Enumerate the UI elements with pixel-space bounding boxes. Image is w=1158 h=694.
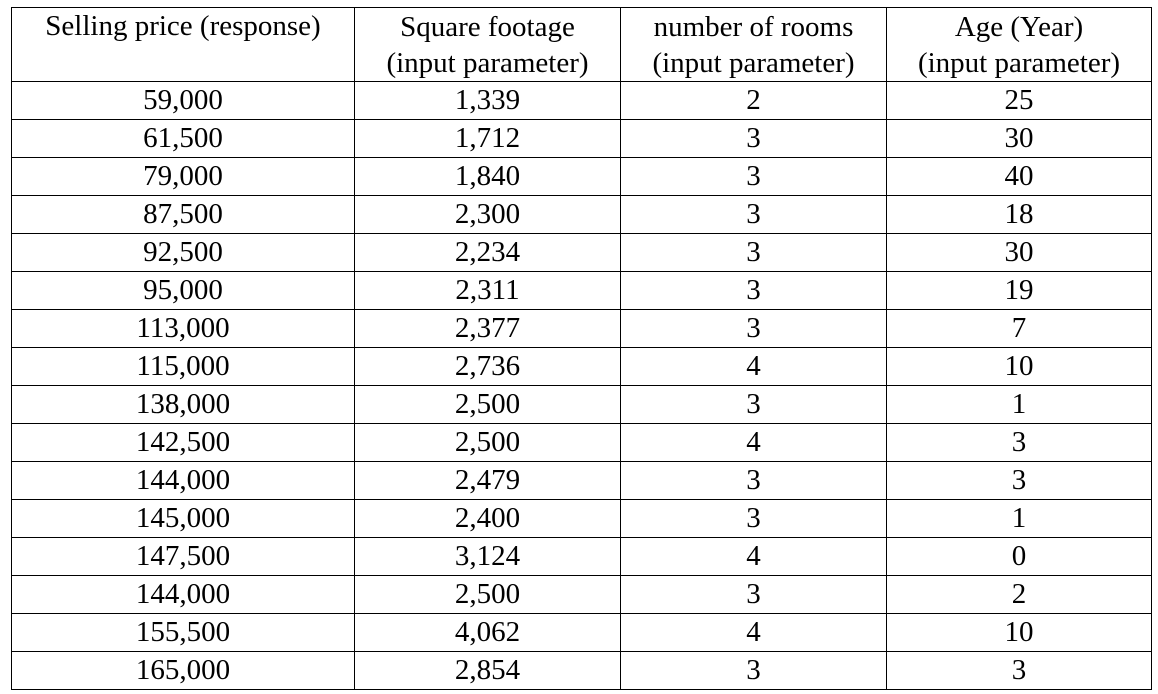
table-row xyxy=(12,82,1152,120)
cell-number-of-rooms: 3 xyxy=(621,652,887,690)
cell-number-of-rooms: 3 xyxy=(621,462,887,500)
header-age xyxy=(887,8,1152,82)
table-row xyxy=(12,310,1152,348)
header-subline: (input parameter) xyxy=(386,46,589,79)
table-row xyxy=(12,614,1152,652)
cell-square-footage: 2,377 xyxy=(355,310,621,348)
cell-square-footage: 4,062 xyxy=(355,614,621,652)
cell-square-footage: 1,712 xyxy=(355,120,621,158)
cell-age: 10 xyxy=(887,348,1152,386)
cell-selling-price: 138,000 xyxy=(12,386,355,424)
cell-square-footage: 1,339 xyxy=(355,82,621,120)
cell-number-of-rooms: 4 xyxy=(621,614,887,652)
cell-selling-price: 165,000 xyxy=(12,652,355,690)
header-subline: (input parameter) xyxy=(652,46,855,79)
cell-number-of-rooms: 3 xyxy=(621,158,887,196)
cell-number-of-rooms: 4 xyxy=(621,348,887,386)
table-row xyxy=(12,386,1152,424)
cell-number-of-rooms: 3 xyxy=(621,196,887,234)
cell-selling-price: 147,500 xyxy=(12,538,355,576)
table-row xyxy=(12,348,1152,386)
cell-square-footage: 3,124 xyxy=(355,538,621,576)
header-line: Square footage xyxy=(400,10,575,43)
cell-square-footage: 2,311 xyxy=(355,272,621,310)
cell-number-of-rooms: 3 xyxy=(621,576,887,614)
table-row xyxy=(12,120,1152,158)
table-row xyxy=(12,576,1152,614)
cell-square-footage: 1,840 xyxy=(355,158,621,196)
cell-selling-price: 142,500 xyxy=(12,424,355,462)
cell-selling-price: 87,500 xyxy=(12,196,355,234)
cell-number-of-rooms: 3 xyxy=(621,310,887,348)
cell-square-footage: 2,300 xyxy=(355,196,621,234)
cell-age: 18 xyxy=(887,196,1152,234)
cell-selling-price: 92,500 xyxy=(12,234,355,272)
cell-square-footage: 2,234 xyxy=(355,234,621,272)
cell-age: 0 xyxy=(887,538,1152,576)
cell-number-of-rooms: 3 xyxy=(621,120,887,158)
cell-age: 1 xyxy=(887,386,1152,424)
cell-square-footage: 2,400 xyxy=(355,500,621,538)
cell-age: 19 xyxy=(887,272,1152,310)
cell-age: 25 xyxy=(887,82,1152,120)
cell-selling-price: 115,000 xyxy=(12,348,355,386)
cell-age: 2 xyxy=(887,576,1152,614)
header-subline: (input parameter) xyxy=(917,46,1121,79)
cell-number-of-rooms: 3 xyxy=(621,500,887,538)
cell-selling-price: 155,500 xyxy=(12,614,355,652)
table-row xyxy=(12,538,1152,576)
header-selling-price xyxy=(12,8,355,82)
cell-age: 10 xyxy=(887,614,1152,652)
table-row xyxy=(12,462,1152,500)
header-line: Age (Year) xyxy=(954,10,1084,43)
cell-selling-price: 95,000 xyxy=(12,272,355,310)
table-row xyxy=(12,500,1152,538)
cell-age: 1 xyxy=(887,500,1152,538)
cell-age: 3 xyxy=(887,424,1152,462)
table-row xyxy=(12,234,1152,272)
cell-selling-price: 61,500 xyxy=(12,120,355,158)
cell-square-footage: 2,479 xyxy=(355,462,621,500)
table-row xyxy=(12,424,1152,462)
cell-selling-price: 59,000 xyxy=(12,82,355,120)
cell-square-footage: 2,854 xyxy=(355,652,621,690)
cell-square-footage: 2,500 xyxy=(355,576,621,614)
table-row xyxy=(12,652,1152,690)
header-row xyxy=(12,8,1152,82)
cell-age: 3 xyxy=(887,652,1152,690)
cell-selling-price: 144,000 xyxy=(12,576,355,614)
cell-age: 30 xyxy=(887,120,1152,158)
cell-square-footage: 2,500 xyxy=(355,386,621,424)
cell-age: 40 xyxy=(887,158,1152,196)
cell-number-of-rooms: 3 xyxy=(621,234,887,272)
cell-selling-price: 145,000 xyxy=(12,500,355,538)
cell-number-of-rooms: 3 xyxy=(621,272,887,310)
cell-number-of-rooms: 4 xyxy=(621,538,887,576)
cell-age: 30 xyxy=(887,234,1152,272)
cell-square-footage: 2,500 xyxy=(355,424,621,462)
cell-number-of-rooms: 4 xyxy=(621,424,887,462)
cell-selling-price: 144,000 xyxy=(12,462,355,500)
cell-number-of-rooms: 3 xyxy=(621,386,887,424)
header-line: number of rooms xyxy=(653,10,854,43)
cell-square-footage: 2,736 xyxy=(355,348,621,386)
header-number-of-rooms xyxy=(621,8,887,82)
table-row xyxy=(12,196,1152,234)
cell-age: 3 xyxy=(887,462,1152,500)
table-row xyxy=(12,158,1152,196)
header-line: Selling price (response) xyxy=(45,10,321,42)
housing-data-table xyxy=(11,7,1152,690)
cell-selling-price: 79,000 xyxy=(12,158,355,196)
cell-selling-price: 113,000 xyxy=(12,310,355,348)
cell-number-of-rooms: 2 xyxy=(621,82,887,120)
cell-age: 7 xyxy=(887,310,1152,348)
table-body xyxy=(12,82,1152,690)
header-square-footage xyxy=(355,8,621,82)
table-row xyxy=(12,272,1152,310)
